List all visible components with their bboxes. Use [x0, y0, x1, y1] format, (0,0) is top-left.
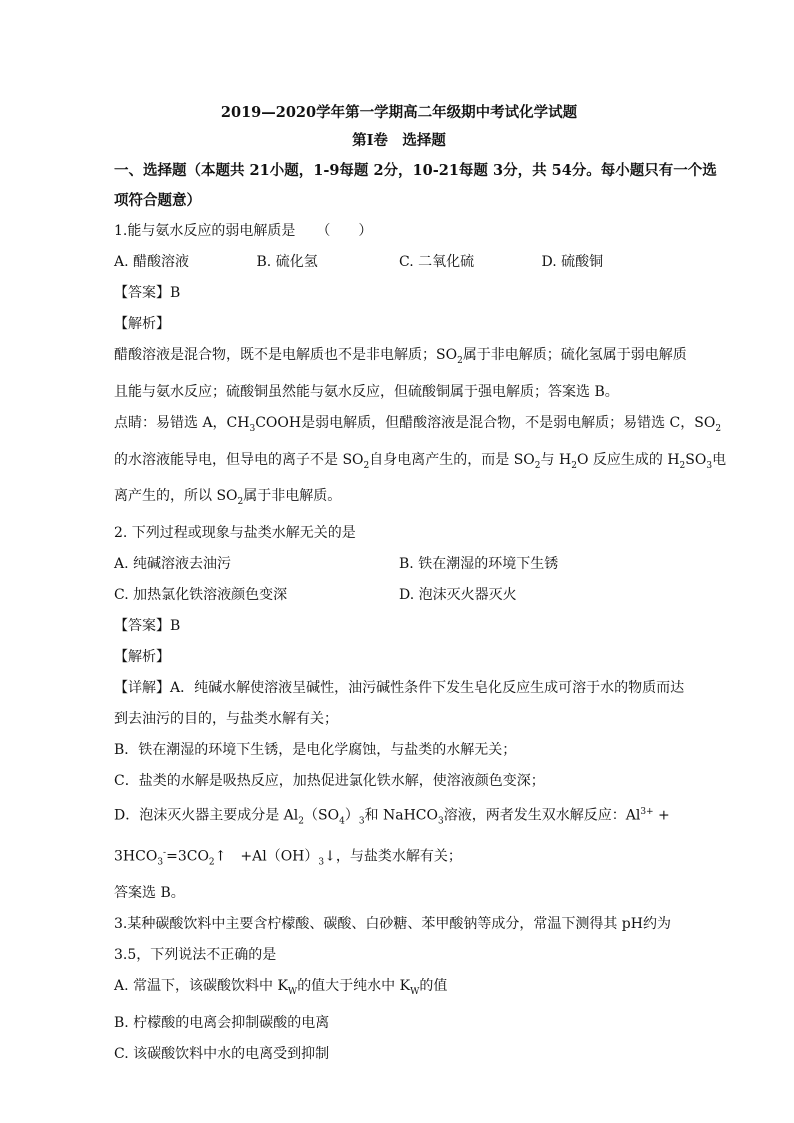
q1-option-c: C. 二氧化硫	[399, 254, 475, 270]
section-subtitle: 第Ⅰ卷 选择题	[352, 132, 446, 149]
q1-analysis-text: 醋酸溶液是混合物，既不是电解质也不是非电解质；$SO_2$属于非电解质；硫化氢属于弱电解质 且能与氨水反应；硫酸铜虽然能与氨水反应，但硫酸铜属于强电解质；答案选 B。	[114, 347, 687, 400]
q1-option-b: B. 硫化氢	[256, 254, 318, 270]
question-2-options-row2	[114, 580, 684, 611]
q2-answer: 【答案】B	[114, 618, 181, 635]
section-heading-line1: 一、选择题（本题共 21小题，1-9每题 2分，10-21每题 3分，共 54分。每小题只有一个选	[114, 162, 717, 179]
section-heading-line2: 项符合题意）	[114, 192, 201, 209]
q3-option-c: C. 该碳酸饮料中水的电离受到抑制	[114, 1045, 330, 1062]
question-3-stem: 3.某种碳酸饮料中主要含柠檬酸、碳酸、白砂糖、苯甲酸钠等成分，常温下测得其 pH约为 3.5，下列说法不正确的是	[114, 916, 671, 964]
q2-option-d: D. 泡沫灭火器灭火	[399, 587, 517, 604]
q2-option-a: A. 纯碱溶液去油污	[114, 556, 232, 573]
q1-answer: 【答案】B	[114, 285, 181, 301]
question-1-stem: 1.能与氨水反应的弱电解质是 （ ）	[114, 223, 373, 239]
section-heading	[114, 156, 717, 216]
q3-option-a: A. 常温下，该碳酸饮料中 $K_W$的值大于纯水中 $K_W$的值	[114, 978, 448, 997]
q2-detail-text: 【详解】A．纯碱水解使溶液呈碱性，油污碱性条件下发生皂化反应生成可溶于水的物质而达 到去油污的目的，与盐类水解有关； B．铁在潮湿的环境下生锈，是电化学腐蚀，与盐类的水解无关； C．盐类的水解是吸热反应，加热促进氯化铁水解，使溶液颜色变深； D．泡沫灭火器主要成分是 $Al_2(SO_4)_3$和 NaHCO$_3$溶液，两者发生双水解反应：$Al^{3+}$ + $3HCO_3^-=3CO_2↑$ $+Al(OH)_3↓$，与盐类水解有关； 答案选 B。	[114, 680, 685, 902]
q1-tip-text: 点睛：易错选 A，$CH_3COOH$是弱电解质，但醋酸溶液是混合物，不是弱电解质；易错选 C，$SO_2$ 的水溶液能导电，但导电的离子不是 $SO_2$自身电离产生的，而是 $SO_2$与 $H_2O$ 反应生成的 $H_2SO_3$电 离产生的，所以 $SO_2$属于非电解质。	[114, 414, 727, 508]
question-1-options	[114, 247, 684, 278]
q1-option-a: A. 醋酸溶液	[114, 254, 190, 270]
page-title: 2019—2020学年第一学期高二年级期中考试化学试题	[220, 104, 578, 121]
q1-analysis-label: 【解析】	[114, 316, 170, 332]
q2-option-c: C. 加热氯化铁溶液颜色变深	[114, 587, 288, 604]
q2-option-b: B. 铁在潮湿的环境下生锈	[399, 556, 559, 573]
q2-analysis-label: 【解析】	[114, 649, 170, 666]
question-2-options-row1	[114, 549, 684, 580]
document-page	[114, 100, 727, 1070]
q3-option-b: B. 柠檬酸的电离会抑制碳酸的电离	[114, 1014, 330, 1031]
q1-option-d: D. 硫酸铜	[541, 254, 604, 270]
question-2-stem: 2. 下列过程或现象与盐类水解无关的是	[114, 525, 356, 542]
